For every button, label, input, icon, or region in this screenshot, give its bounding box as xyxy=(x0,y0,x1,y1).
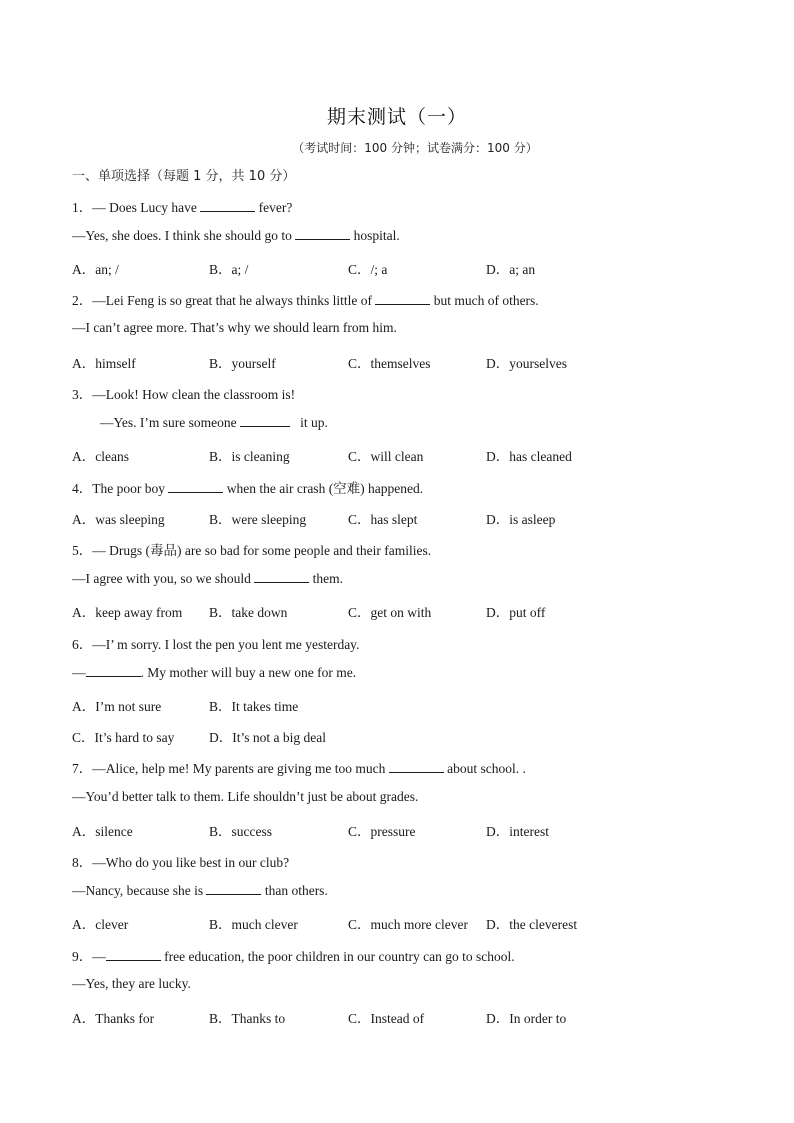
stem-text: —I agree with you, so we should xyxy=(72,571,251,586)
option-a: A．clever xyxy=(72,917,129,932)
stem-text: than others. xyxy=(264,883,328,898)
stem-text: but much of others. xyxy=(433,293,539,308)
option-c: C．/; a xyxy=(348,262,388,277)
option-d: D．the cleverest xyxy=(486,917,578,932)
stem-text: 7．—Alice, help me! My parents are giving me too much xyxy=(72,761,386,776)
option-d: D．has cleaned xyxy=(486,449,572,464)
answer-blank xyxy=(206,882,261,895)
option-d: D．yourselves xyxy=(486,356,567,371)
option-b: B．success xyxy=(209,824,272,839)
answer-blank xyxy=(389,760,444,773)
stem-text: —Yes. I’m sure someone xyxy=(100,415,237,430)
option-c: C．has slept xyxy=(348,512,418,527)
question-9-stem xyxy=(72,945,515,965)
option-c: C．Instead of xyxy=(348,1011,425,1026)
stem-text: 2．—Lei Feng is so great that he always thinks little of xyxy=(72,293,372,308)
option-b: B．Thanks to xyxy=(209,1011,286,1026)
option-a: A．keep away from xyxy=(72,605,183,620)
stem-text: when the air crash (空难) happened. xyxy=(226,481,424,496)
option-b: B．a; / xyxy=(209,262,249,277)
option-b: B．It takes time xyxy=(209,699,299,714)
question-9-response: —Yes, they are lucky. xyxy=(72,976,191,991)
answer-blank xyxy=(86,664,141,677)
option-c: C．will clean xyxy=(348,449,424,464)
question-5-stem: 5．— Drugs (毒品) are so bad for some people and their families. xyxy=(72,543,432,558)
answer-blank xyxy=(254,570,309,583)
question-1-response xyxy=(72,227,400,244)
stem-text: about school. . xyxy=(447,761,526,776)
option-c: C．It’s hard to say xyxy=(72,730,175,745)
question-8-stem: 8．—Who do you like best in our club? xyxy=(72,855,290,870)
question-3-stem: 3．—Look! How clean the classroom is! xyxy=(72,387,296,402)
option-b: B．much clever xyxy=(209,917,298,932)
question-7-stem xyxy=(72,757,526,777)
stem-text: — xyxy=(72,665,86,680)
page-title: 期末测试（一） xyxy=(326,106,467,128)
question-5-response xyxy=(72,570,343,587)
stem-text: it up. xyxy=(300,415,328,430)
answer-blank xyxy=(168,480,223,493)
option-a: A．silence xyxy=(72,824,133,839)
option-a: A．Thanks for xyxy=(72,1011,155,1026)
stem-text: —Yes, she does. I think she should go to xyxy=(72,228,292,243)
option-b: B．take down xyxy=(209,605,288,620)
answer-blank xyxy=(295,227,350,240)
option-b: B．yourself xyxy=(209,356,276,371)
answer-blank xyxy=(106,948,161,961)
question-7-response: —You’d better talk to them. Life shouldn’t just be about grades. xyxy=(72,789,419,804)
question-2-stem xyxy=(72,289,539,309)
stem-text: them. xyxy=(312,571,343,586)
option-a: A．cleans xyxy=(72,449,129,464)
option-d: D．In order to xyxy=(486,1011,567,1026)
option-c: C．get on with xyxy=(348,605,432,620)
stem-text: . My mother will buy a new one for me. xyxy=(140,665,357,680)
option-a: A．was sleeping xyxy=(72,512,165,527)
stem-text: 4．The poor boy xyxy=(72,481,165,496)
exam-info: （考试时间：100 分钟；试卷满分：100 分） xyxy=(292,141,538,155)
option-d: D．is asleep xyxy=(486,512,556,527)
answer-blank xyxy=(375,292,430,305)
option-b: B．is cleaning xyxy=(209,449,290,464)
question-8-response xyxy=(72,882,328,899)
option-a: A．an; / xyxy=(72,262,119,277)
option-a: A．himself xyxy=(72,356,136,371)
option-c: C．much more clever xyxy=(348,917,468,932)
stem-text: hospital. xyxy=(353,228,400,243)
answer-blank xyxy=(200,199,255,212)
answer-blank xyxy=(240,414,290,427)
option-d: D．put off xyxy=(486,605,546,620)
question-4-stem xyxy=(72,477,423,497)
stem-text: —Nancy, because she is xyxy=(72,883,204,898)
option-c: C．pressure xyxy=(348,824,416,839)
question-2-response: —I can’t agree more. That’s why we should learn from him. xyxy=(72,320,397,335)
question-6-stem: 6．—I’ m sorry. I lost the pen you lent me yesterday. xyxy=(72,637,360,652)
question-3-response xyxy=(100,414,328,431)
option-d: D．a; an xyxy=(486,262,536,277)
stem-text: 1．— Does Lucy have xyxy=(72,200,197,215)
section-heading: 一、单项选择（每题 1 分，共 10 分） xyxy=(72,169,296,184)
question-6-response xyxy=(72,664,356,681)
stem-text: 9．— xyxy=(72,949,106,964)
option-d: D．interest xyxy=(486,824,549,839)
option-b: B．were sleeping xyxy=(209,512,307,527)
option-c: C．themselves xyxy=(348,356,431,371)
stem-text: fever? xyxy=(258,200,293,215)
option-a: A．I’m not sure xyxy=(72,699,162,714)
question-1-stem xyxy=(72,196,292,216)
option-d: D．It’s not a big deal xyxy=(209,730,326,745)
stem-text: free education, the poor children in our country can go to school. xyxy=(164,949,515,964)
